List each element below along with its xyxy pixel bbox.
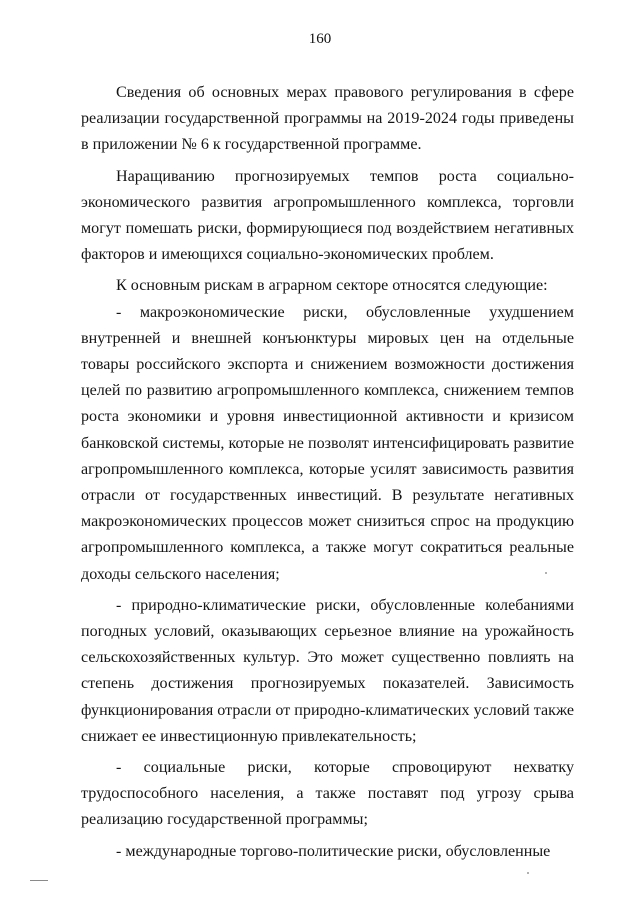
paragraph-risks-intro: К основным рискам в аграрном секторе относятся следующие:: [116, 277, 548, 295]
paragraph-trade-political-risks: - международные торгово-политические риски, обусловленные: [116, 842, 551, 860]
paragraph-climate-risks: - природно-климатические риски, обусловленные колебаниями погодных условий, оказывающих серьезное влияние на урожайность сельскохозяйственных культур. Это может существенно повлиять на степень достижения прогнозируемых показателей. Зависимость функционирования отрасли от природно-климатических условий также снижает ее инвестиционную привлекательность;: [81, 596, 574, 745]
scan-speck: [545, 572, 547, 574]
paragraph-social-risks: - социальные риски, которые спровоцируют нехватку трудоспособного населения, а также поставят под угрозу срыва реализацию государственной программы;: [81, 759, 574, 829]
document-body: [81, 80, 574, 865]
paragraph-growth-risks: Наращиванию прогнозируемых темпов роста социально-экономического развития агропромышленного комплекса, торговли могут помешать риски, формирующиеся под воздействием негативных факторов и имеющихся социально-экономических проблем.: [81, 167, 574, 264]
paragraph-legal-regulation: Сведения об основных мерах правового регулирования в сфере реализации государственной программы на 2019-2024 годы приведены в приложении № 6 к государственной программе.: [81, 84, 574, 154]
page-number: 160: [308, 31, 332, 47]
scan-margin-mark: [30, 880, 48, 881]
scan-speck: [527, 872, 529, 874]
paragraph-macroeconomic-risks: - макроэкономические риски, обусловленные ухудшением внутренней и внешней конъюнктуры мировых цен на отдельные товары российского экспорта и снижением возможности достижения целей по развитию агропромышленного комплекса, снижением темпов роста экономики и уровня инвестиционной активности и кризисом банковской системы, которые не позволят интенсифицировать развитие агропромышленного комплекса, которые усилят зависимость развития отрасли от государственных инвестиций. В результате негативных макроэкономических процессов может снизиться спрос на продукцию агропромышленного комплекса, а также могут сократиться реальные доходы сельского населения;: [81, 303, 574, 583]
